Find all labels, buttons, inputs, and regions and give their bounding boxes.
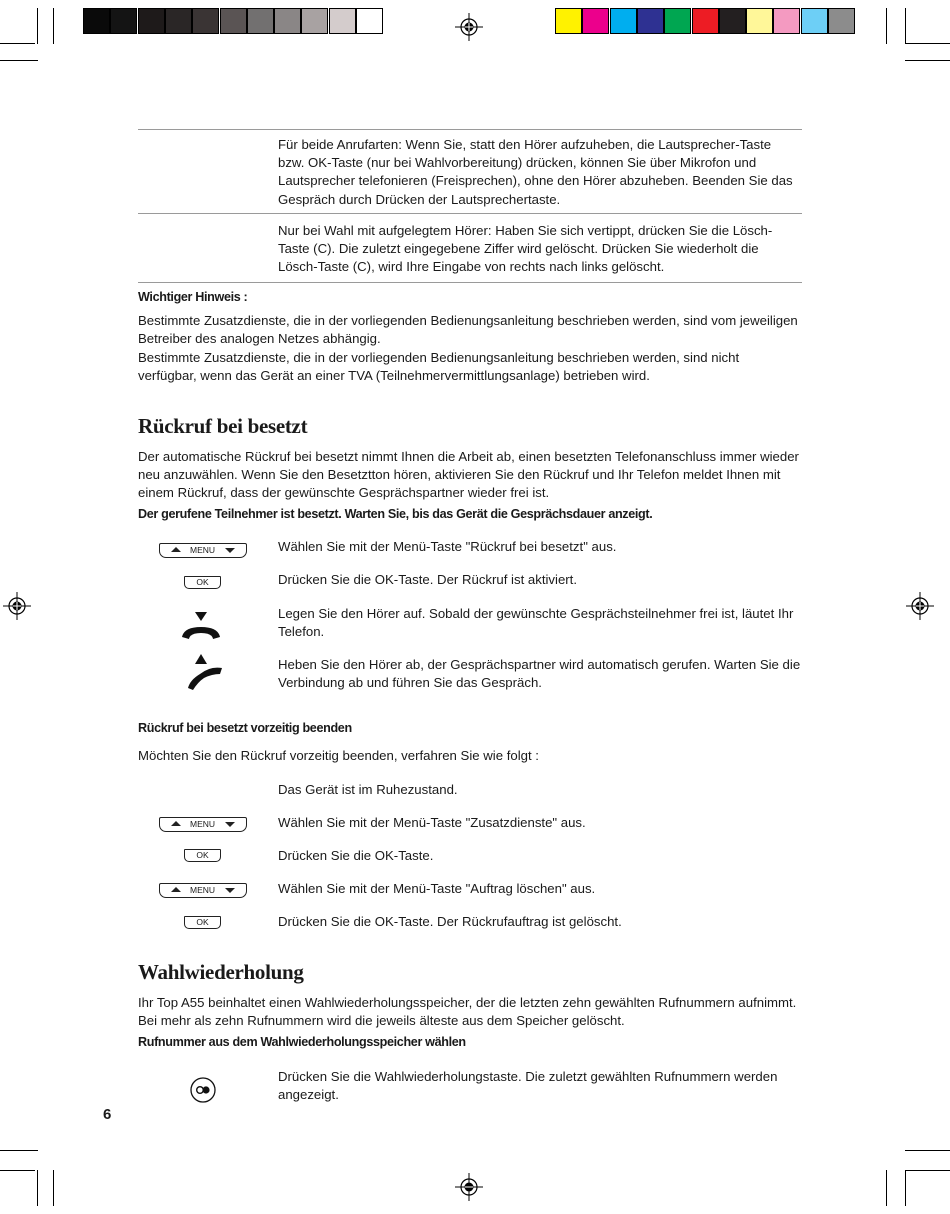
gray-swatch <box>356 8 383 34</box>
note-text-2: Bestimmte Zusatzdienste, die in der vorliegenden Bedienungsanleitung beschrieben werden, sind nicht verfügbar, wenn das Gerät an einer TVA (Teilnehmervermittlungsanlage) betrieben wird. <box>138 350 740 384</box>
step-text: Legen Sie den Hörer auf. Sobald der gewünschte Gesprächsteilnehmer frei ist, läutet Ihr Telefon. <box>278 606 794 640</box>
section1-intro: Der automatische Rückruf bei besetzt nimmt Ihnen die Arbeit ab, einen besetzten Telefonanschluss immer wieder neu anzuwählen. Wenn Sie den Besetztton hören, aktivieren Sie den Rückruf und Ihr Telefon meldet Ihnen mit einem Rückruf, dass der gewünschte Gesprächspartner wieder frei ist. <box>138 449 799 501</box>
section-title-wahlwiederholung: Wahlwiederholung <box>138 960 304 984</box>
menu-key-icon: MENU <box>159 883 247 898</box>
menu-key-icon: MENU <box>159 817 247 832</box>
section-title-rueckruf: Rückruf bei besetzt <box>138 414 308 438</box>
registration-mark-icon <box>2 591 32 621</box>
color-swatch <box>664 8 691 34</box>
registration-mark-icon <box>454 12 484 42</box>
gray-swatch <box>165 8 192 34</box>
note-text-1: Bestimmte Zusatzdienste, die in der vorliegenden Bedienungsanleitung beschrieben werden, sind vom jeweiligen Betreiber des analogen Netzes abhängig. <box>138 313 798 347</box>
page-number: 6 <box>103 1106 112 1123</box>
hang-up-icon <box>178 609 224 643</box>
gray-swatch <box>247 8 274 34</box>
color-swatch <box>582 8 609 34</box>
redial-key-icon <box>189 1076 217 1104</box>
color-swatch <box>692 8 719 34</box>
sub-intro: Möchten Sie den Rückruf vorzeitig beenden, verfahren Sie wie folgt : <box>138 748 539 763</box>
color-swatch <box>828 8 855 34</box>
ok-key-icon: OK <box>184 576 221 589</box>
gray-swatch <box>301 8 328 34</box>
color-swatch <box>746 8 773 34</box>
gray-swatch <box>110 8 137 34</box>
registration-mark-icon <box>454 1172 484 1202</box>
gray-swatch <box>192 8 219 34</box>
gray-swatch <box>83 8 110 34</box>
step-text: Drücken Sie die Wahlwiederholungstaste. Die zuletzt gewählten Rufnummern werden angezeigt. <box>278 1069 778 1103</box>
gray-swatch <box>220 8 247 34</box>
step-text: Das Gerät ist im Ruhezustand. <box>278 782 458 797</box>
color-swatch <box>801 8 828 34</box>
section2-intro: Ihr Top A55 beinhaltet einen Wahlwiederholungsspeicher, der die letzten zehn gewählten Rufnummern aufnimmt. Bei mehr als zehn Rufnummern wird die jeweils älteste aus dem Speicher gelöscht. <box>138 995 797 1029</box>
registration-mark-icon <box>905 591 935 621</box>
step-text: Drücken Sie die OK-Taste. Der Rückruf ist aktiviert. <box>278 572 578 587</box>
table-rule <box>138 213 802 214</box>
gray-swatch <box>138 8 165 34</box>
color-swatch <box>610 8 637 34</box>
step-text: Heben Sie den Hörer ab, der Gesprächspartner wird automatisch gerufen. Warten Sie die Verbindung ab und führen Sie das Gespräch. <box>278 657 801 691</box>
gray-swatch <box>274 8 301 34</box>
table-rule <box>138 129 802 130</box>
step-text: Drücken Sie die OK-Taste. <box>278 848 434 863</box>
pick-up-icon <box>180 652 226 692</box>
color-swatch <box>637 8 664 34</box>
color-swatch <box>773 8 800 34</box>
section1-bold-line: Der gerufene Teilnehmer ist besetzt. Warten Sie, bis das Gerät die Gesprächsdauer anzeigt. <box>138 507 653 521</box>
ok-key-icon: OK <box>184 916 221 929</box>
step-text: Wählen Sie mit der Menü-Taste "Rückruf bei besetzt" aus. <box>278 539 617 554</box>
gray-swatch <box>329 8 356 34</box>
color-swatch <box>555 8 582 34</box>
ok-key-icon: OK <box>184 849 221 862</box>
section2-bold-line: Rufnummer aus dem Wahlwiederholungsspeicher wählen <box>138 1035 466 1049</box>
step-text: Drücken Sie die OK-Taste. Der Rückrufauftrag ist gelöscht. <box>278 914 622 929</box>
note-heading: Wichtiger Hinweis : <box>138 290 248 304</box>
color-swatch <box>719 8 746 34</box>
intro-paragraph-1: Für beide Anrufarten: Wenn Sie, statt den Hörer aufzuheben, die Lautsprecher-Taste bzw. OK-Taste (nur bei Wahlvorbereitung) drücken, können Sie über Mikrofon und Lautsprecher telefonieren (Freisprechen), ohne den Hörer abzuheben. Beenden Sie das Gespräch durch Drücken der Lautsprechertaste. <box>278 137 793 207</box>
sub-heading: Rückruf bei besetzt vorzeitig beenden <box>138 721 352 735</box>
step-text: Wählen Sie mit der Menü-Taste "Auftrag löschen" aus. <box>278 881 596 896</box>
menu-key-icon: MENU <box>159 543 247 558</box>
intro-paragraph-2: Nur bei Wahl mit aufgelegtem Hörer: Haben Sie sich vertippt, drücken Sie die Lösch-Taste (C). Die zuletzt eingegebene Ziffer wird gelöscht. Drücken Sie wiederholt die Lösch-Taste (C), wird Ihre Eingabe von rechts nach links gelöscht. <box>278 223 773 275</box>
table-rule <box>138 282 802 283</box>
step-text: Wählen Sie mit der Menü-Taste "Zusatzdienste" aus. <box>278 815 586 830</box>
